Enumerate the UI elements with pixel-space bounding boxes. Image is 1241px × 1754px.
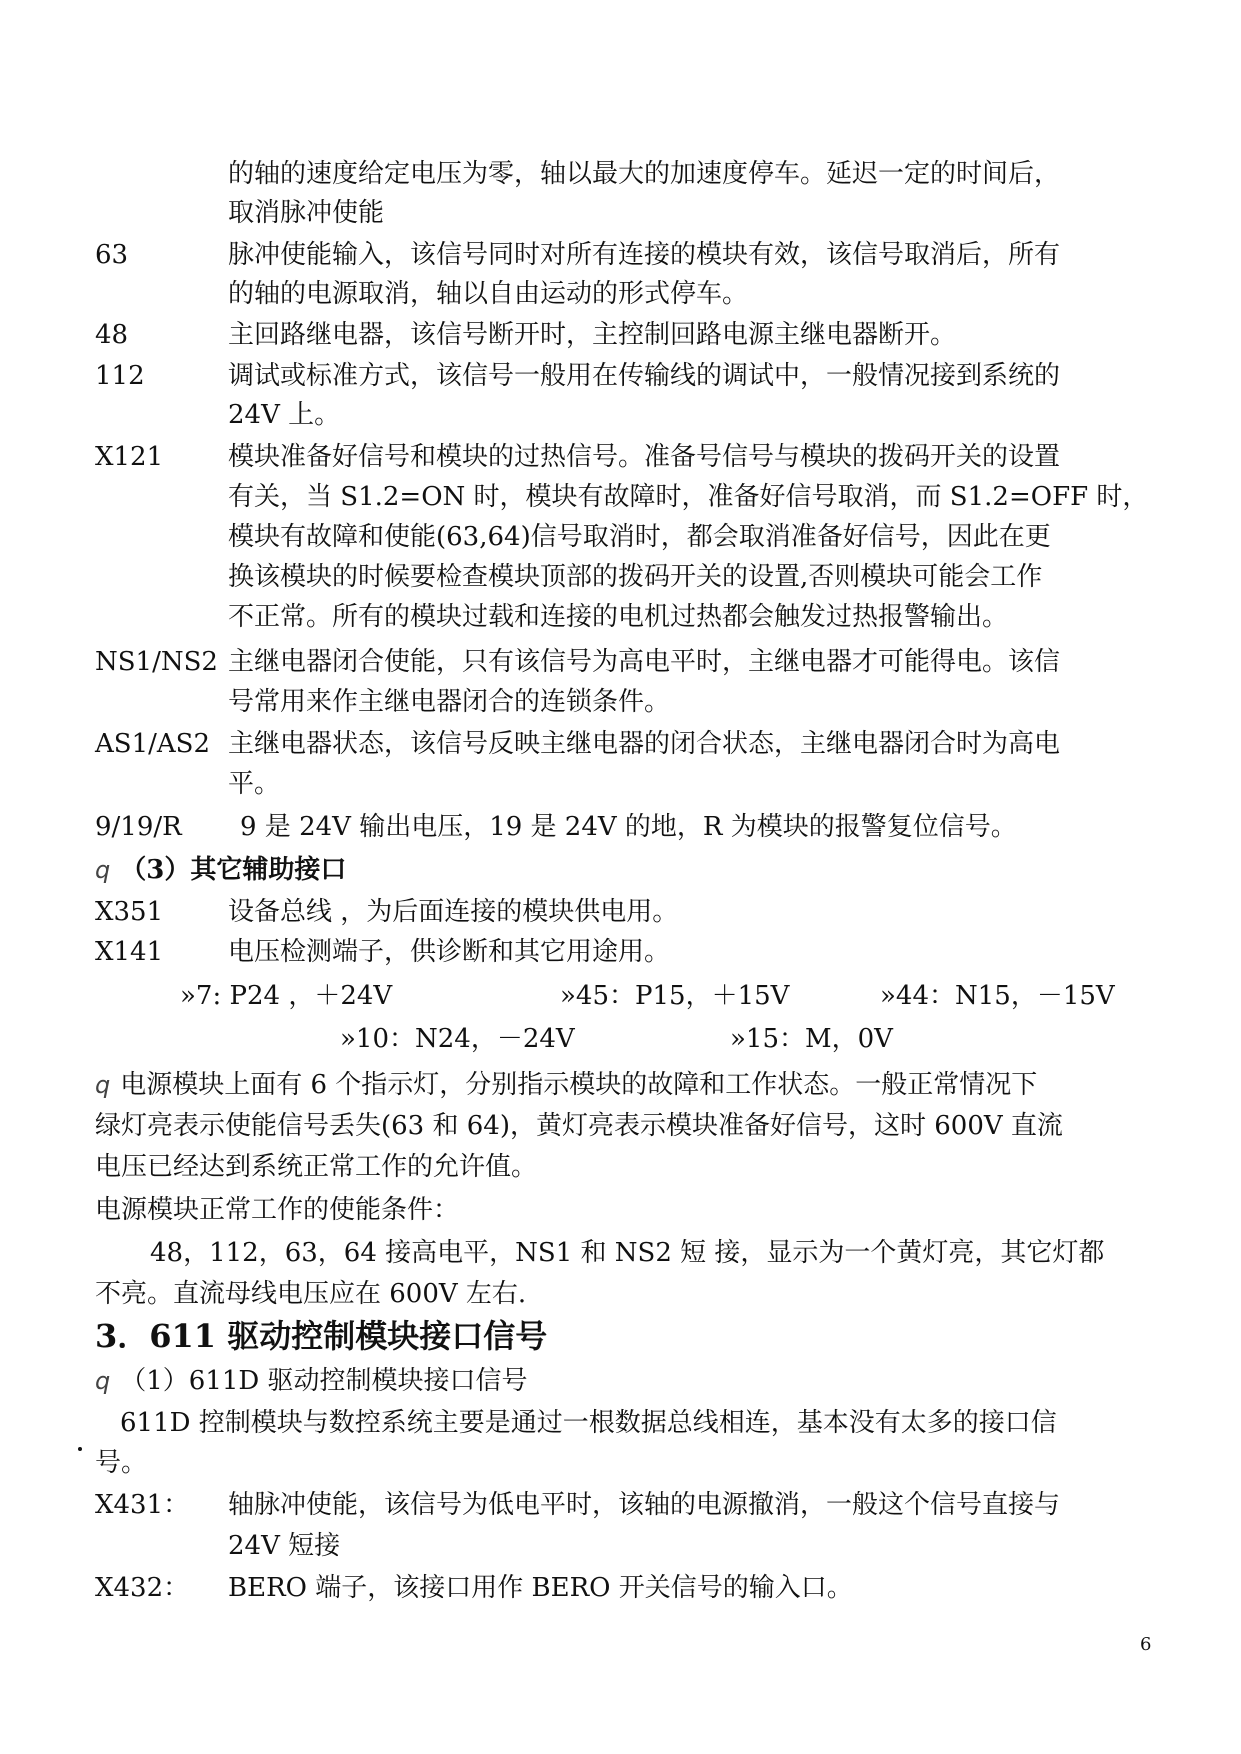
desc-x121-line-1: 模块准备好信号和模块的过热信号。准备号信号与模块的拨码开关的设置 [228, 442, 1061, 472]
bullet-q-icon: q [95, 1367, 111, 1395]
desc-x141: 电压检测端子，供诊断和其它用途用。 [228, 937, 671, 967]
desc-ns-line-2: 号常用来作主继电器闭合的连锁条件。 [228, 687, 671, 717]
desc-as-line-2: 平。 [228, 769, 281, 799]
pin-15: »15：M，0V [730, 1024, 893, 1054]
intro-line-2: 取消脉冲使能 [228, 198, 385, 228]
pin-7: »7: P24 ，＋24V [180, 981, 393, 1011]
section-heading-611: 3．611 驱动控制模块接口信号 [95, 1317, 548, 1355]
desc-112-line-1: 调试或标准方式，该信号一般用在传输线的调试中，一般情况接到系统的 [228, 361, 1061, 391]
term-x141: X141 [95, 937, 164, 967]
term-x351: X351 [95, 897, 164, 927]
term-63: 63 [95, 240, 129, 270]
section3-label: （3）其它辅助接口 [120, 855, 347, 885]
term-ns: NS1/NS2 [95, 647, 218, 677]
page-number: 6 [1140, 1634, 1152, 1655]
enable-title: 电源模块正常工作的使能条件： [95, 1195, 460, 1225]
leds-line-3: 电压已经达到系统正常工作的允许值。 [95, 1152, 538, 1182]
desc-ns-line-1: 主继电器闭合使能，只有该信号为高电平时，主继电器才可能得电。该信 [228, 647, 1061, 677]
term-as: AS1/AS2 [95, 729, 211, 759]
leds-line-1 [95, 1068, 1037, 1102]
section611-para-2: 号。 [95, 1448, 148, 1478]
desc-as-line-1: 主继电器状态，该信号反映主继电器的闭合状态，主继电器闭合时为高电 [228, 729, 1061, 759]
section611-label: （1）611D 驱动控制模块接口信号 [120, 1366, 528, 1396]
desc-x351: 设备总线 ，为后面连接的模块供电用。 [228, 897, 679, 927]
desc-63-line-2: 的轴的电源取消，轴以自由运动的形式停车。 [228, 279, 749, 309]
bullet-q-icon: q [95, 856, 111, 884]
enable-line-2: 不亮。直流母线电压应在 600V 左右. [95, 1279, 527, 1309]
term-48: 48 [95, 320, 129, 350]
desc-x431-line-2: 24V 短接 [228, 1531, 341, 1561]
desc-x121-line-4: 换该模块的时候要检查模块顶部的拨码开关的设置,否则模块可能会工作 [228, 562, 1043, 592]
desc-x121-line-2: 有关，当 S1.2=ON 时，模块有故障时，准备好信号取消，而 S1.2=OFF 时， [228, 482, 1149, 512]
section3-heading [95, 853, 346, 887]
pin-45: »45：P15，＋15V [560, 981, 790, 1011]
desc-48-line-1: 主回路继电器，该信号断开时，主控制回路电源主继电器断开。 [228, 320, 957, 350]
desc-x121-line-3: 模块有故障和使能(63,64)信号取消时，都会取消准备好信号，因此在更 [228, 522, 1051, 552]
intro-line-1: 的轴的速度给定电压为零，轴以最大的加速度停车。延迟一定的时间后， [228, 159, 1061, 189]
term-x431: X431： [95, 1490, 190, 1520]
term-112: 112 [95, 361, 145, 391]
term-x432: X432： [95, 1573, 190, 1603]
term-r: 9/19/R [95, 812, 182, 842]
desc-112-line-2: 24V 上。 [228, 400, 341, 430]
desc-x431-line-1: 轴脉冲使能，该信号为低电平时，该轴的电源撤消，一般这个信号直接与 [228, 1490, 1061, 1520]
term-x121: X121 [95, 442, 164, 472]
desc-x121-line-5: 不正常。所有的模块过载和连接的电机过热都会触发过热报警输出。 [228, 602, 1009, 632]
desc-63-line-1: 脉冲使能输入，该信号同时对所有连接的模块有效，该信号取消后，所有 [228, 240, 1061, 270]
pin-10: »10：N24，－24V [340, 1024, 575, 1054]
pin-44: »44：N15，－15V [880, 981, 1115, 1011]
desc-x432-line-1: BERO 端子，该接口用作 BERO 开关信号的输入口。 [228, 1573, 853, 1603]
section611-para-1: 611D 控制模块与数控系统主要是通过一根数据总线相连，基本没有太多的接口信 [120, 1408, 1057, 1438]
leds-line-2: 绿灯亮表示使能信号丢失(63 和 64)，黄灯亮表示模块准备好信号，这时 600V 直流 [95, 1111, 1063, 1141]
bullet-dot-icon [78, 1447, 82, 1451]
section611-subheading [95, 1364, 528, 1398]
desc-r-line-1: 9 是 24V 输出电压，19 是 24V 的地，R 为模块的报警复位信号。 [240, 812, 1017, 842]
leds-text-1: 电源模块上面有 6 个指示灯，分别指示模块的故障和工作状态。一般正常情况下 [120, 1070, 1038, 1100]
bullet-q-icon: q [95, 1071, 111, 1099]
enable-line-1: 48，112，63，64 接高电平，NS1 和 NS2 短 接，显示为一个黄灯亮，其它灯都 [150, 1238, 1105, 1268]
